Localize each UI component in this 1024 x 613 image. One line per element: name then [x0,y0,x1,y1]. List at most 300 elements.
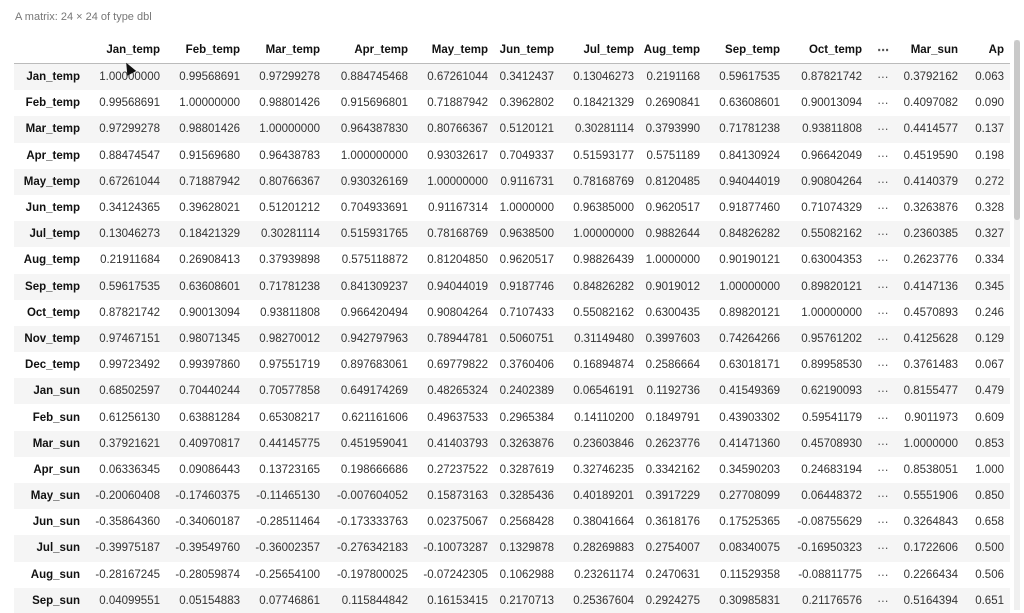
matrix-cell: 0.9620517 [645,202,700,215]
matrix-cell: 0.515931765 [340,228,408,241]
matrix-cell: 0.2754007 [645,542,700,555]
matrix-cell: 0.246 [975,306,1004,319]
matrix-cell: 0.7049337 [499,149,554,162]
matrix-cell: -0.276342183 [337,542,408,555]
column-header: Mar_temp [246,36,326,64]
matrix-cell: 0.07746861 [259,594,320,607]
matrix-cell: 0.2402389 [499,385,554,398]
matrix-cell: 0.94044019 [427,280,488,293]
scrollbar-thumb[interactable] [1014,40,1020,220]
matrix-cell: 0.13046273 [99,228,160,241]
matrix-cell: -0.36002357 [255,542,320,555]
matrix-cell: 0.21911684 [100,254,160,267]
matrix-cell: 0.063 [975,71,1004,84]
table-row [14,247,1010,273]
matrix-cell: 0.98801426 [259,97,320,110]
matrix-cell: 0.78944781 [427,332,488,345]
column-header: Jul_temp [560,36,640,64]
cell-ellipsis: ⋯ [877,150,889,163]
column-header: Ap [964,36,1010,64]
matrix-cell: 0.13723165 [259,463,320,476]
matrix-cell: 0.8120485 [645,175,700,188]
column-header: Aug_temp [640,36,706,64]
column-header: Jan_temp [86,36,166,64]
table-row [14,300,1010,326]
matrix-cell: 0.90013094 [179,306,240,319]
cell-ellipsis: ⋯ [877,176,889,189]
matrix-cell: 0.4414577 [903,123,958,136]
matrix-cell: 0.41471360 [719,437,780,450]
table-row [14,404,1010,430]
matrix-cell: -0.173333763 [337,516,408,529]
matrix-cell: -0.07242305 [423,568,488,581]
matrix-cell: 0.649174269 [340,385,408,398]
matrix-cell: 0.272 [975,175,1004,188]
matrix-cell: 0.44145775 [259,437,320,450]
matrix-cell: 0.51201212 [259,202,320,215]
matrix-cell: -0.28167245 [95,568,160,581]
row-label: Feb_sun [32,411,80,424]
matrix-cell: 0.3917229 [645,490,700,503]
matrix-cell: -0.25654100 [255,568,320,581]
matrix-cell: -0.08811775 [798,568,862,581]
matrix-cell: 0.24683194 [801,463,862,476]
matrix-cell: 0.74264266 [719,332,780,345]
matrix-cell: 1.0000000 [645,254,700,267]
row-label: Dec_temp [25,359,80,372]
column-header: Oct_temp [786,36,868,64]
matrix-cell: 0.71781238 [259,280,320,293]
matrix-cell: 0.51593177 [573,149,634,162]
cell-ellipsis: ⋯ [877,98,889,111]
matrix-cell: 0.915696801 [340,97,408,110]
matrix-cell: 0.5164394 [903,594,958,607]
matrix-cell: 0.1192736 [646,385,700,398]
matrix-cell: 0.658 [975,516,1004,529]
matrix-cell: 0.31149480 [574,332,634,345]
matrix-cell: 0.3263876 [499,437,554,450]
matrix-cell: 0.94044019 [719,175,780,188]
matrix-cell: 0.897683061 [340,359,408,372]
matrix-cell: 1.00000000 [259,123,320,136]
matrix-cell: 0.5120121 [499,123,554,136]
matrix-cell: 0.115844842 [341,594,408,607]
matrix-cell: 0.93811808 [260,306,320,319]
matrix-cell: 0.97551719 [259,359,320,372]
matrix-cell: 0.3760406 [499,359,554,372]
row-label: Jan_temp [26,71,80,84]
matrix-cell: 0.27237522 [427,463,488,476]
matrix-cell: 0.80766367 [427,123,488,136]
matrix-cell: 0.02375067 [427,516,488,529]
matrix-cell: 0.3618176 [645,516,700,529]
matrix-cell: 0.129 [975,332,1004,345]
matrix-cell: 0.3962802 [499,97,554,110]
matrix-cell: 0.17525365 [719,516,780,529]
matrix-cell: 0.1062988 [499,568,554,581]
matrix-cell: 0.479 [975,385,1004,398]
matrix-cell: -0.197800025 [337,568,408,581]
matrix-cell: 0.59617535 [99,280,160,293]
corner-cell [14,36,86,64]
column-header: Mar_sun [898,36,964,64]
matrix-cell: 0.3342162 [645,463,700,476]
cell-ellipsis: ⋯ [877,281,889,294]
matrix-cell: 0.48265324 [427,385,488,398]
matrix-cell: 0.30281114 [574,123,634,136]
cell-ellipsis: ⋯ [877,333,889,346]
matrix-cell: 0.704933691 [340,202,408,215]
matrix-cell: 0.506 [975,568,1004,581]
matrix-cell: 0.9011973 [904,411,958,424]
matrix-cell: -0.28511464 [256,516,320,529]
matrix-cell: 0.06336345 [99,463,160,476]
matrix-cell: -0.28059874 [175,568,240,581]
row-label: May_temp [23,175,80,188]
cell-ellipsis: ⋯ [877,72,889,85]
column-header: Jun_temp [494,36,560,64]
matrix-cell: 0.41403793 [427,437,488,450]
matrix-cell: 1.000 [975,463,1004,476]
matrix-caption: A matrix: 24 × 24 of type dbl [15,11,152,23]
row-label: Aug_sun [30,568,80,581]
matrix-cell: 0.5551906 [903,490,958,503]
cell-ellipsis: ⋯ [877,307,889,320]
matrix-cell: 0.81204850 [427,254,488,267]
matrix-cell: 1.0000000 [499,202,554,215]
column-header: May_temp [414,36,494,64]
matrix-cell: 0.98071345 [179,332,240,345]
matrix-cell: 0.850 [975,490,1004,503]
matrix-cell: -0.17460375 [175,490,240,503]
matrix-cell: 0.91877460 [719,202,780,215]
matrix-cell: 0.55082162 [801,228,862,241]
matrix-cell: 1.00000000 [179,97,240,110]
matrix-cell: 0.04099551 [99,594,160,607]
column-header: Sep_temp [706,36,786,64]
matrix-cell: 0.87821742 [801,71,862,84]
row-label: Feb_temp [25,97,80,110]
matrix-cell: 0.98801426 [179,123,240,136]
matrix-cell: 0.30281114 [260,228,320,241]
matrix-cell: 0.90804264 [427,306,488,319]
row-label: Nov_temp [24,332,80,345]
matrix-cell: -0.007604052 [337,490,408,503]
matrix-cell: 0.198 [975,149,1004,162]
matrix-cell: 0.451959041 [340,437,408,450]
matrix-cell: 0.28269883 [573,542,634,555]
matrix-cell: 0.18421329 [179,228,240,241]
matrix-cell: 0.2266434 [903,568,958,581]
matrix-cell: 0.3793990 [645,123,700,136]
matrix-cell: 0.38041664 [573,516,634,529]
matrix-cell: 0.45708930 [801,437,862,450]
row-label: Jul_temp [29,228,80,241]
table-row [14,90,1010,116]
matrix-cell: 0.2924275 [645,594,700,607]
matrix-cell: 0.08340075 [719,542,780,555]
matrix-cell: 0.334 [975,254,1004,267]
matrix-cell: 0.63881284 [179,411,240,424]
matrix-cell: 0.98270012 [259,332,320,345]
matrix-cell: 0.1849791 [645,411,700,424]
matrix-cell: 0.328 [975,202,1004,215]
matrix-cell: 0.39628021 [179,202,240,215]
matrix-cell: -0.39549760 [175,542,240,555]
matrix-cell: 1.00000000 [719,280,780,293]
column-header: Apr_temp [326,36,414,64]
matrix-cell: -0.20060408 [95,490,160,503]
matrix-cell: 0.884745468 [340,71,408,84]
matrix-cell: 0.71887942 [179,175,240,188]
row-label: Jul_sun [36,542,80,555]
matrix-cell: 0.98826439 [573,254,634,267]
matrix-cell: 0.37921621 [99,437,160,450]
matrix-cell: 0.34590203 [719,463,780,476]
matrix-cell: 0.34124365 [99,202,160,215]
matrix-cell: -0.39975187 [95,542,160,555]
matrix-cell: 0.65308217 [259,411,320,424]
matrix-cell: 0.09086443 [179,463,240,476]
row-label: Jun_sun [32,516,80,529]
matrix-cell: 0.96385000 [573,202,634,215]
matrix-cell: 0.99568691 [99,97,160,110]
matrix-cell: 0.68502597 [99,385,160,398]
cell-ellipsis: ⋯ [877,412,889,425]
matrix-cell: 0.4097082 [903,97,958,110]
matrix-cell: 0.5751189 [646,149,700,162]
matrix-cell: 0.89820121 [719,306,780,319]
matrix-cell: 0.97299278 [99,123,160,136]
matrix-cell: 0.63608601 [719,97,780,110]
matrix-cell: 0.95761202 [801,332,862,345]
matrix-cell: 0.6300435 [645,306,700,319]
matrix-cell: 0.63018171 [719,359,780,372]
matrix-cell: 0.67261044 [99,175,160,188]
row-label: Aug_temp [23,254,80,267]
row-label: Jan_sun [33,385,80,398]
matrix-cell: 0.16153415 [427,594,488,607]
matrix-cell: 0.97299278 [259,71,320,84]
matrix-cell: 0.500 [975,542,1004,555]
matrix-cell: 0.91569680 [179,149,240,162]
matrix-cell: 0.7107433 [499,306,554,319]
matrix-cell: 0.4147136 [903,280,958,293]
matrix-cell: 0.9116731 [500,175,554,188]
table-row [14,588,1010,613]
vertical-scrollbar[interactable] [1014,40,1020,610]
matrix-cell: 1.0000000 [903,437,958,450]
matrix-cell: 0.89820121 [801,280,862,293]
matrix-cell: 0.3285436 [499,490,554,503]
matrix-cell: 0.2965384 [499,411,554,424]
table-row [14,378,1010,404]
matrix-cell: 0.14110200 [574,411,634,424]
matrix-cell: 0.89958530 [801,359,862,372]
matrix-cell: 0.067 [975,359,1004,372]
cell-ellipsis: ⋯ [877,255,889,268]
matrix-cell: 0.70440244 [179,385,240,398]
cell-ellipsis: ⋯ [877,595,889,608]
matrix-cell: 0.59541179 [802,411,862,424]
matrix-cell: 0.3264843 [903,516,958,529]
matrix-cell: 0.090 [975,97,1004,110]
matrix-cell: 0.49637533 [427,411,488,424]
matrix-cell: 0.3792162 [903,71,958,84]
row-label: Jun_temp [25,202,80,215]
matrix-cell: 0.8155477 [903,385,958,398]
matrix-cell: 0.78168769 [573,175,634,188]
row-label: Apr_sun [33,463,80,476]
matrix-cell: 0.93032617 [427,149,488,162]
table-row [14,535,1010,561]
matrix-cell: 0.4140379 [903,175,958,188]
matrix-cell: 0.2623776 [645,437,700,450]
table-row [14,352,1010,378]
matrix-cell: 0.37939898 [259,254,320,267]
matrix-cell: 0.2470631 [645,568,700,581]
matrix-cell: 0.63004353 [801,254,862,267]
matrix-cell: 0.21176576 [802,594,862,607]
matrix-cell: 1.00000000 [573,228,634,241]
matrix-cell: -0.35864360 [95,516,160,529]
row-label: Mar_temp [25,123,80,136]
matrix-cell: 0.96642049 [801,149,862,162]
cell-ellipsis: ⋯ [877,386,889,399]
matrix-cell: 0.2360385 [903,228,958,241]
cell-ellipsis: ⋯ [877,464,889,477]
matrix-cell: 0.4125628 [903,332,958,345]
matrix-cell: 0.88474547 [99,149,160,162]
matrix-cell: 0.651 [975,594,1004,607]
matrix-cell: 0.99568691 [179,71,240,84]
row-label: Oct_temp [26,306,80,319]
matrix-cell: 0.2191168 [646,71,700,84]
table-row [14,274,1010,300]
matrix-cell: 0.2690841 [645,97,700,110]
matrix-cell: 0.609 [975,411,1004,424]
matrix-cell: 0.198666686 [340,463,408,476]
matrix-cell: 0.3761483 [903,359,958,372]
matrix-cell: 0.930326169 [340,175,408,188]
matrix-cell: 0.80766367 [259,175,320,188]
table-row [14,221,1010,247]
matrix-cell: 0.345 [975,280,1004,293]
matrix-cell: -0.08755629 [797,516,862,529]
matrix-cell: 0.2623776 [903,254,958,267]
cell-ellipsis: ⋯ [877,491,889,504]
cell-ellipsis: ⋯ [877,543,889,556]
matrix-cell: -0.10073287 [423,542,488,555]
matrix-cell: 0.9638500 [499,228,554,241]
matrix-cell: 0.40189201 [573,490,634,503]
cell-ellipsis: ⋯ [877,517,889,530]
matrix-cell: 0.964387830 [340,123,408,136]
row-label: Sep_temp [25,280,80,293]
matrix-cell: 0.8538051 [903,463,958,476]
matrix-cell: 0.18421329 [573,97,634,110]
matrix-cell: 0.63608601 [179,280,240,293]
matrix-cell: 1.00000000 [801,306,862,319]
matrix-output [14,36,1010,613]
matrix-cell: 0.11529358 [720,568,780,581]
matrix-cell: 0.4570893 [903,306,958,319]
matrix-cell: 0.2586664 [645,359,700,372]
matrix-cell: 0.55082162 [573,306,634,319]
matrix-cell: 0.67261044 [427,71,488,84]
cell-ellipsis: ⋯ [877,360,889,373]
matrix-cell: 0.69779822 [427,359,488,372]
matrix-cell: 0.40970817 [179,437,240,450]
matrix-cell: 0.06546191 [573,385,634,398]
matrix-cell: 0.30985831 [719,594,780,607]
matrix-cell: -0.34060187 [175,516,240,529]
matrix-cell: 0.70577858 [259,385,320,398]
matrix-cell: 0.137 [975,123,1004,136]
matrix-cell: 0.1722606 [903,542,958,555]
matrix-cell: 0.62190093 [801,385,862,398]
matrix-cell: 0.71074329 [801,202,862,215]
matrix-cell: 0.05154883 [179,594,240,607]
matrix-cell: 1.00000000 [99,71,160,84]
matrix-cell: 0.61256130 [99,411,160,424]
matrix-cell: 0.32746235 [573,463,634,476]
table-row [14,169,1010,195]
matrix-cell: 0.91167314 [428,202,488,215]
table-row [14,64,1010,91]
matrix-cell: 0.84826282 [719,228,780,241]
matrix-cell: 0.99397860 [179,359,240,372]
matrix-cell: 0.853 [975,437,1004,450]
table-row [14,143,1010,169]
matrix-cell: 0.84130924 [719,149,780,162]
matrix-cell: 0.71781238 [719,123,780,136]
matrix-cell: 0.621161606 [341,411,408,424]
matrix-cell: 0.25367604 [573,594,634,607]
matrix-cell: 0.23603846 [573,437,634,450]
matrix-cell: 0.1329878 [499,542,554,555]
matrix-cell: 0.3287619 [499,463,554,476]
table-row [14,116,1010,142]
matrix-cell: 0.575118872 [341,254,408,267]
matrix-cell: 0.71887942 [427,97,488,110]
row-label: May_sun [30,490,80,503]
matrix-cell: 0.27708099 [719,490,780,503]
matrix-cell: 0.5060751 [499,332,554,345]
matrix-cell: 0.13046273 [573,71,634,84]
matrix-body [14,64,1010,613]
matrix-cell: 1.00000000 [427,175,488,188]
matrix-cell: 0.3263876 [903,202,958,215]
matrix-cell: 0.96438783 [259,149,320,162]
matrix-cell: 0.9187746 [499,280,554,293]
matrix-cell: 0.327 [975,228,1004,241]
row-label: Sep_sun [32,594,80,607]
matrix-cell: 0.2170713 [499,594,554,607]
cell-ellipsis: ⋯ [877,569,889,582]
row-label: Apr_temp [26,149,80,162]
table-row [14,431,1010,457]
matrix-cell: 0.41549369 [719,385,780,398]
table-row [14,562,1010,588]
matrix-cell: 0.2568428 [499,516,554,529]
matrix-cell: 0.59617535 [719,71,780,84]
matrix-cell: 0.90013094 [801,97,862,110]
cell-ellipsis: ⋯ [877,229,889,242]
row-label: Mar_sun [32,437,80,450]
column-header: Feb_temp [166,36,246,64]
cell-ellipsis: ⋯ [877,438,889,451]
